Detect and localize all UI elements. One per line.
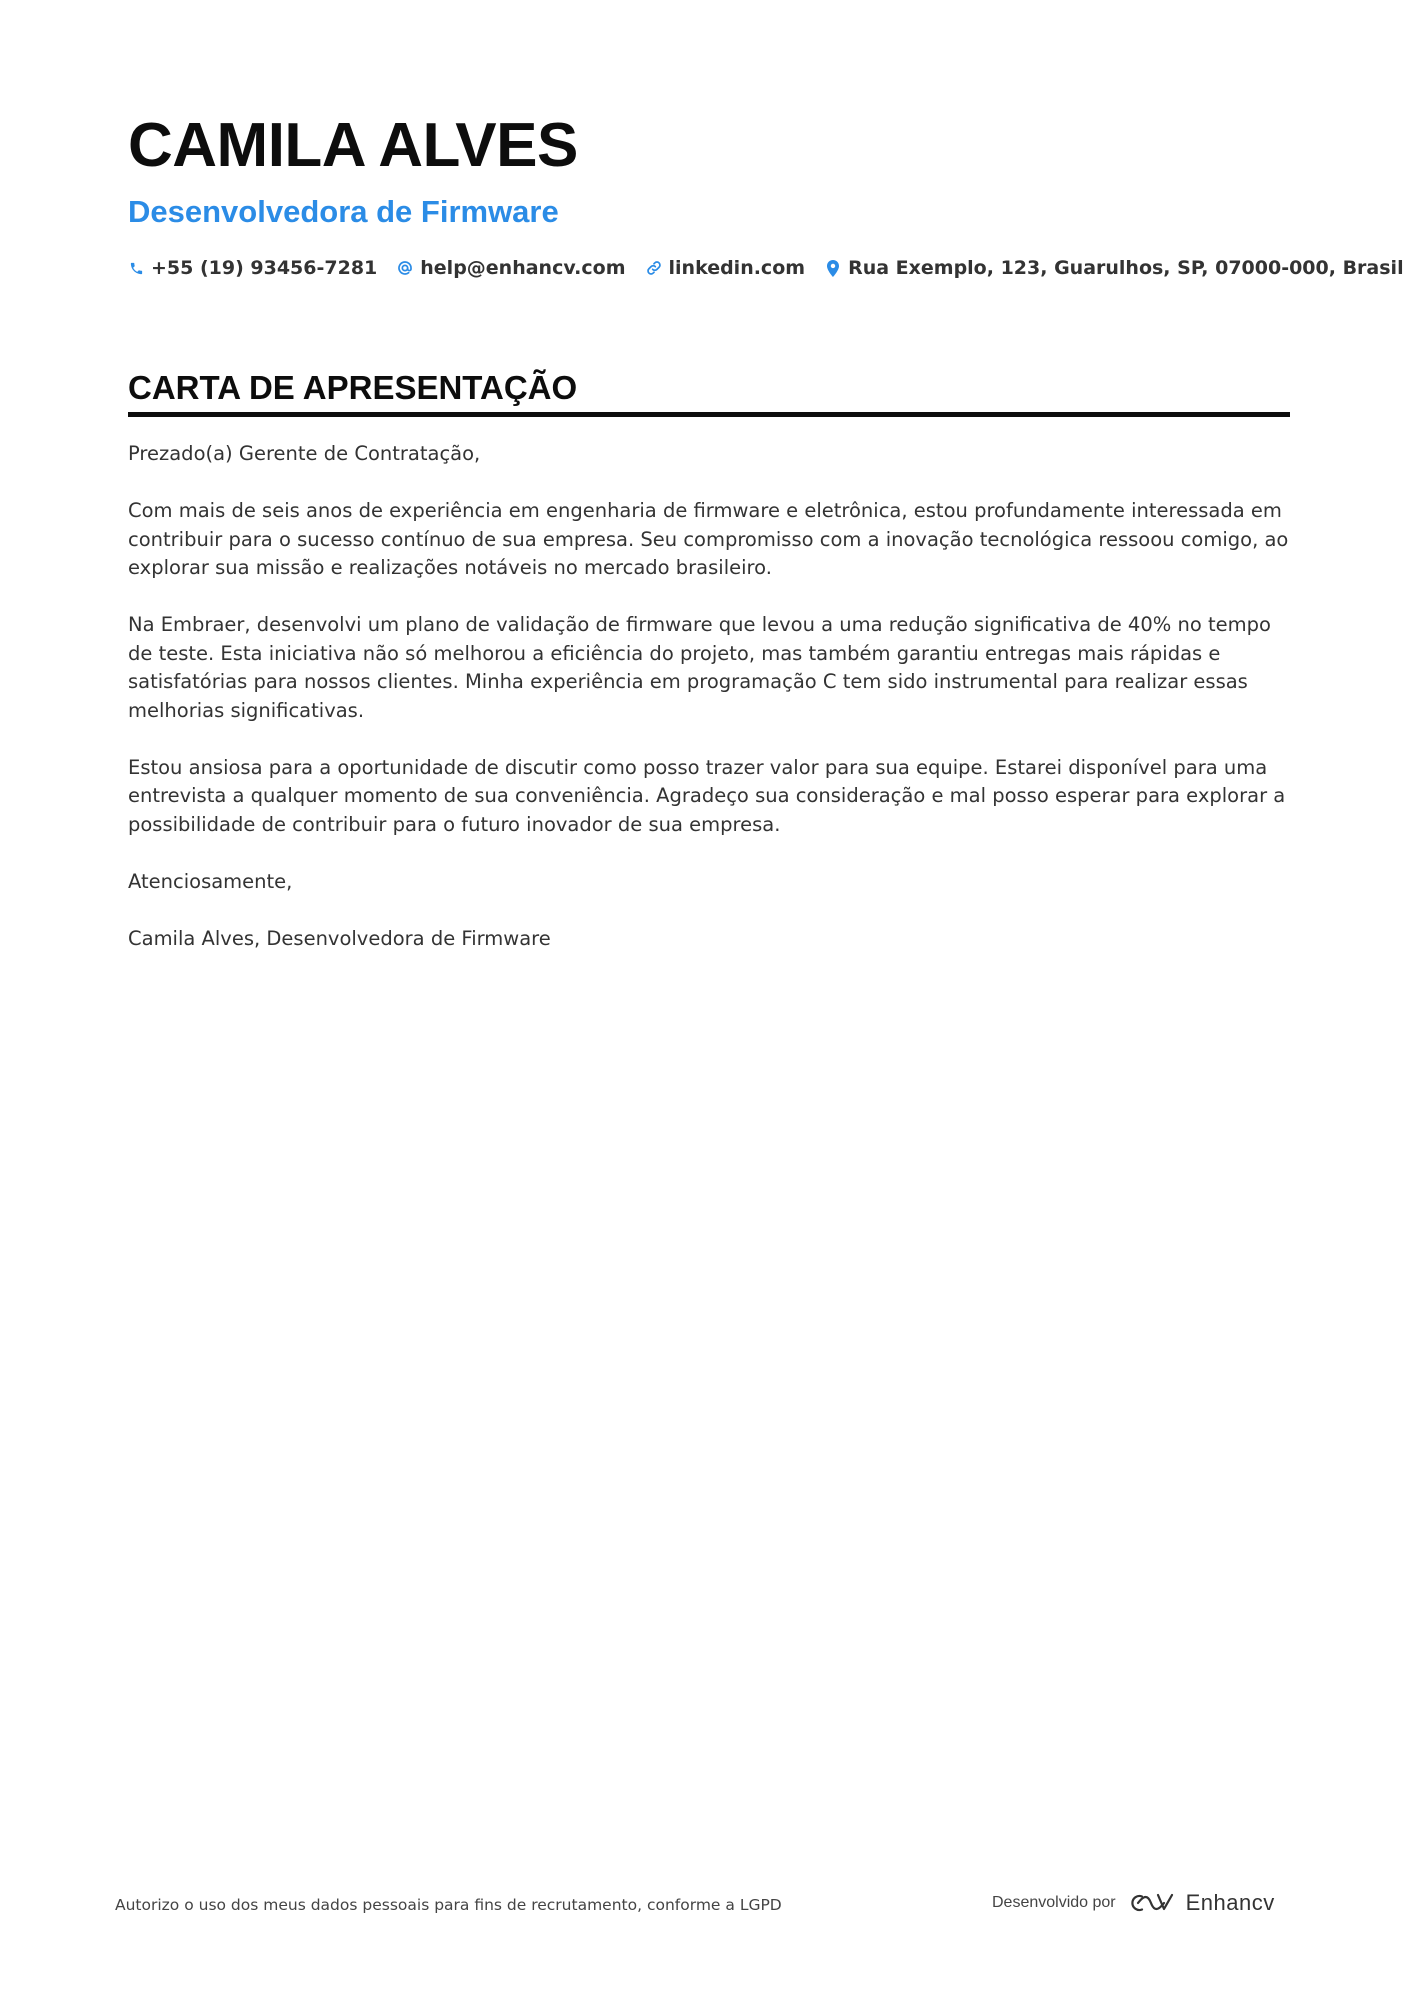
- at-icon: [397, 259, 413, 277]
- powered-by-label: Desenvolvido por: [992, 1894, 1116, 1911]
- section-title: CARTA DE APRESENTAÇÃO: [128, 366, 1290, 417]
- letter-signature: Camila Alves, Desenvolvedora de Firmware: [128, 926, 551, 950]
- contact-bar: [128, 252, 1404, 284]
- contact-linkedin-text: linkedin.com: [668, 257, 806, 279]
- brand-name: Enhancv: [1185, 1890, 1275, 1915]
- letter-paragraph-1: Com mais de seis anos de experiência em engenharia de firmware e eletrônica, estou profundamente interessada em contribuir para o sucesso contínuo de sua empresa. Seu compromisso com a inovação tecnológica ressoou comigo, ao explorar sua missão e realizações notáveis no mercado brasileiro.: [128, 499, 1289, 579]
- contact-phone: [128, 252, 377, 284]
- enhancv-logo-icon: [1128, 1891, 1174, 1915]
- contact-linkedin: [646, 252, 806, 284]
- job-title: Desenvolvedora de Firmware: [128, 194, 559, 229]
- phone-icon: [128, 259, 144, 277]
- candidate-name: CAMILA ALVES: [128, 111, 578, 180]
- consent-note: Autorizo o uso dos meus dados pessoais para fins de recrutamento, conforme a LGPD: [115, 1896, 782, 1914]
- contact-address: [825, 252, 1404, 284]
- letter-paragraph-2: Na Embraer, desenvolvi um plano de validação de firmware que levou a uma redução significativa de 40% no tempo de teste. Esta iniciativa não só melhorou a eficiência do projeto, mas também garantiu entregas mais rápidas e satisfatórias para nossos clientes. Minha experiência em programação C tem sido instrumental para realizar essas melhorias significativas.: [128, 613, 1271, 722]
- letter-greeting: Prezado(a) Gerente de Contratação,: [128, 442, 481, 465]
- contact-email: [397, 252, 625, 284]
- powered-by: [992, 1890, 1275, 1916]
- letter-closing: Atenciosamente,: [128, 869, 293, 893]
- letter-paragraph-3: Estou ansiosa para a oportunidade de discutir como posso trazer valor para sua equipe. Estarei disponível para uma entrevista a qualquer momento de sua conveniência. Agradeço sua consideração e mal posso esperar para explorar a possibilidade de contribuir para o futuro inovador de sua empresa.: [128, 755, 1286, 836]
- link-icon: [646, 259, 662, 277]
- contact-address-text: Rua Exemplo, 123, Guarulhos, SP, 07000-000, Brasil: [848, 257, 1404, 279]
- contact-phone-text: +55 (19) 93456-7281: [151, 257, 378, 279]
- contact-email-text: help@enhancv.com: [420, 257, 626, 279]
- letter-body: [128, 440, 1290, 982]
- location-pin-icon: [825, 259, 841, 277]
